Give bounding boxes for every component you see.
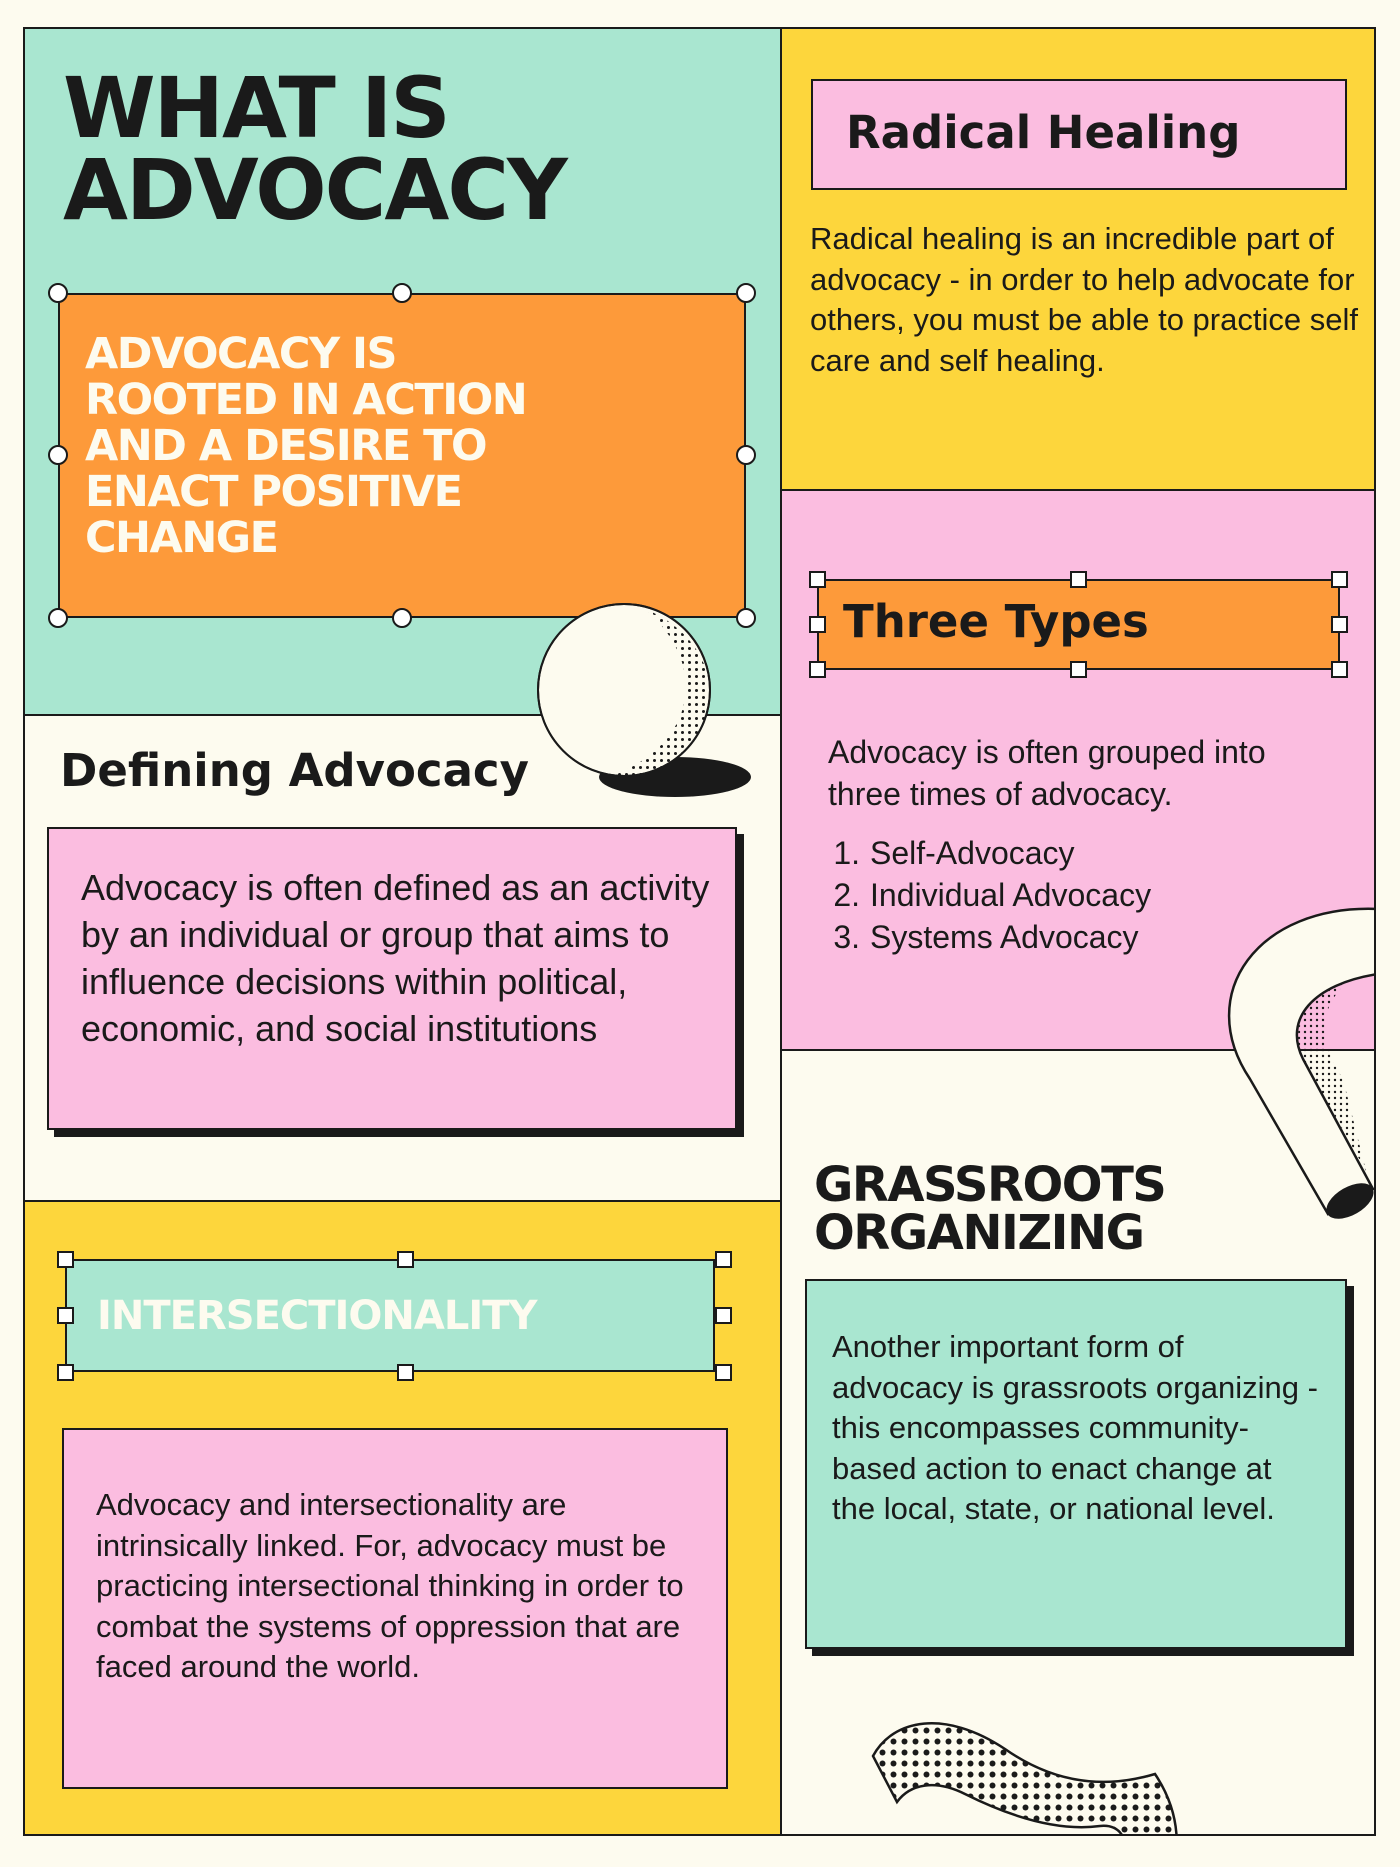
- resize-handle-mid-right[interactable]: [715, 1307, 732, 1324]
- resize-handle-mid-left[interactable]: [48, 445, 68, 465]
- radical-healing-heading: Radical Healing: [846, 106, 1241, 159]
- tagline-line-3: AND A DESIRE TO: [85, 421, 487, 471]
- resize-handle-top-mid[interactable]: [1070, 571, 1087, 588]
- tagline-line-2: ROOTED IN ACTION: [85, 375, 527, 425]
- resize-handle-bottom-left[interactable]: [48, 608, 68, 628]
- defining-body: Advocacy is often defined as an activity by an individual or group that aims to influence decisions within political, economic, and social institutions: [81, 867, 710, 1049]
- list-item: [825, 874, 1151, 916]
- resize-handle-top-right[interactable]: [715, 1251, 732, 1268]
- list-item: [825, 832, 1151, 874]
- resize-handle-top-left[interactable]: [809, 571, 826, 588]
- list-item: [825, 916, 1151, 958]
- resize-handle-mid-right[interactable]: [736, 445, 756, 465]
- three-types-intro: Advocacy is often grouped into three times of advocacy.: [828, 734, 1266, 812]
- grassroots-heading: [814, 1157, 1166, 1261]
- list-item-label: Systems Advocacy: [870, 919, 1139, 955]
- sphere-graphic: [525, 589, 765, 809]
- tagline-line-4: ENACT POSITIVE: [85, 467, 462, 517]
- main-title: [63, 59, 566, 240]
- tagline-text: [85, 331, 526, 561]
- list-item-number: 3.: [833, 919, 860, 955]
- main-title-line-2: ADVOCACY: [63, 141, 566, 240]
- resize-handle-mid-right[interactable]: [1331, 616, 1348, 633]
- resize-handle-top-mid[interactable]: [397, 1251, 414, 1268]
- resize-handle-mid-left[interactable]: [57, 1307, 74, 1324]
- resize-handle-bottom-left[interactable]: [809, 661, 826, 678]
- arch-graphic: [1218, 909, 1376, 1249]
- intersectionality-body: Advocacy and intersectionality are intrinsically linked. For, advocacy must be practicing intersectional thinking in order to combat the systems of oppression that are faced around the world.: [96, 1487, 684, 1684]
- resize-handle-top-left[interactable]: [48, 283, 68, 303]
- tagline-line-5: CHANGE: [85, 513, 278, 563]
- grassroots-heading-line-1: GRASSROOTS: [814, 1157, 1166, 1213]
- resize-handle-bottom-mid[interactable]: [397, 1364, 414, 1381]
- defining-heading: Defining Advocacy: [60, 744, 529, 797]
- resize-handle-bottom-mid[interactable]: [392, 608, 412, 628]
- main-title-line-1: WHAT IS: [63, 59, 449, 157]
- resize-handle-bottom-left[interactable]: [57, 1364, 74, 1381]
- column-divider: [780, 29, 782, 1836]
- grassroots-heading-line-2: ORGANIZING: [814, 1205, 1144, 1261]
- resize-handle-bottom-mid[interactable]: [1070, 661, 1087, 678]
- list-item-number: 2.: [833, 877, 860, 913]
- resize-handle-top-right[interactable]: [1331, 571, 1348, 588]
- list-item-label: Self-Advocacy: [870, 835, 1075, 871]
- list-item-label: Individual Advocacy: [870, 877, 1152, 913]
- three-types-list: [825, 832, 1151, 958]
- tagline-line-1: ADVOCACY IS: [85, 329, 397, 379]
- grassroots-body: Another important form of advocacy is grassroots organizing - this encompasses community-based action to enact change at the local, state, or national level.: [832, 1329, 1318, 1526]
- resize-handle-top-left[interactable]: [57, 1251, 74, 1268]
- three-types-heading: Three Types: [843, 595, 1149, 648]
- resize-handle-top-right[interactable]: [736, 283, 756, 303]
- infographic-frame: [23, 27, 1376, 1836]
- divider-right-1: [782, 489, 1376, 491]
- resize-handle-mid-left[interactable]: [809, 616, 826, 633]
- intersectionality-heading: INTERSECTIONALITY: [97, 1293, 537, 1339]
- list-item-number: 1.: [833, 835, 860, 871]
- squiggle-graphic: [855, 1714, 1195, 1836]
- resize-handle-top-mid[interactable]: [392, 283, 412, 303]
- resize-handle-bottom-right[interactable]: [715, 1364, 732, 1381]
- divider-left-2: [25, 1200, 780, 1202]
- radical-healing-body: Radical healing is an incredible part of advocacy - in order to help advocate for others, you must be able to practice self care and self healing.: [810, 221, 1358, 378]
- resize-handle-bottom-right[interactable]: [1331, 661, 1348, 678]
